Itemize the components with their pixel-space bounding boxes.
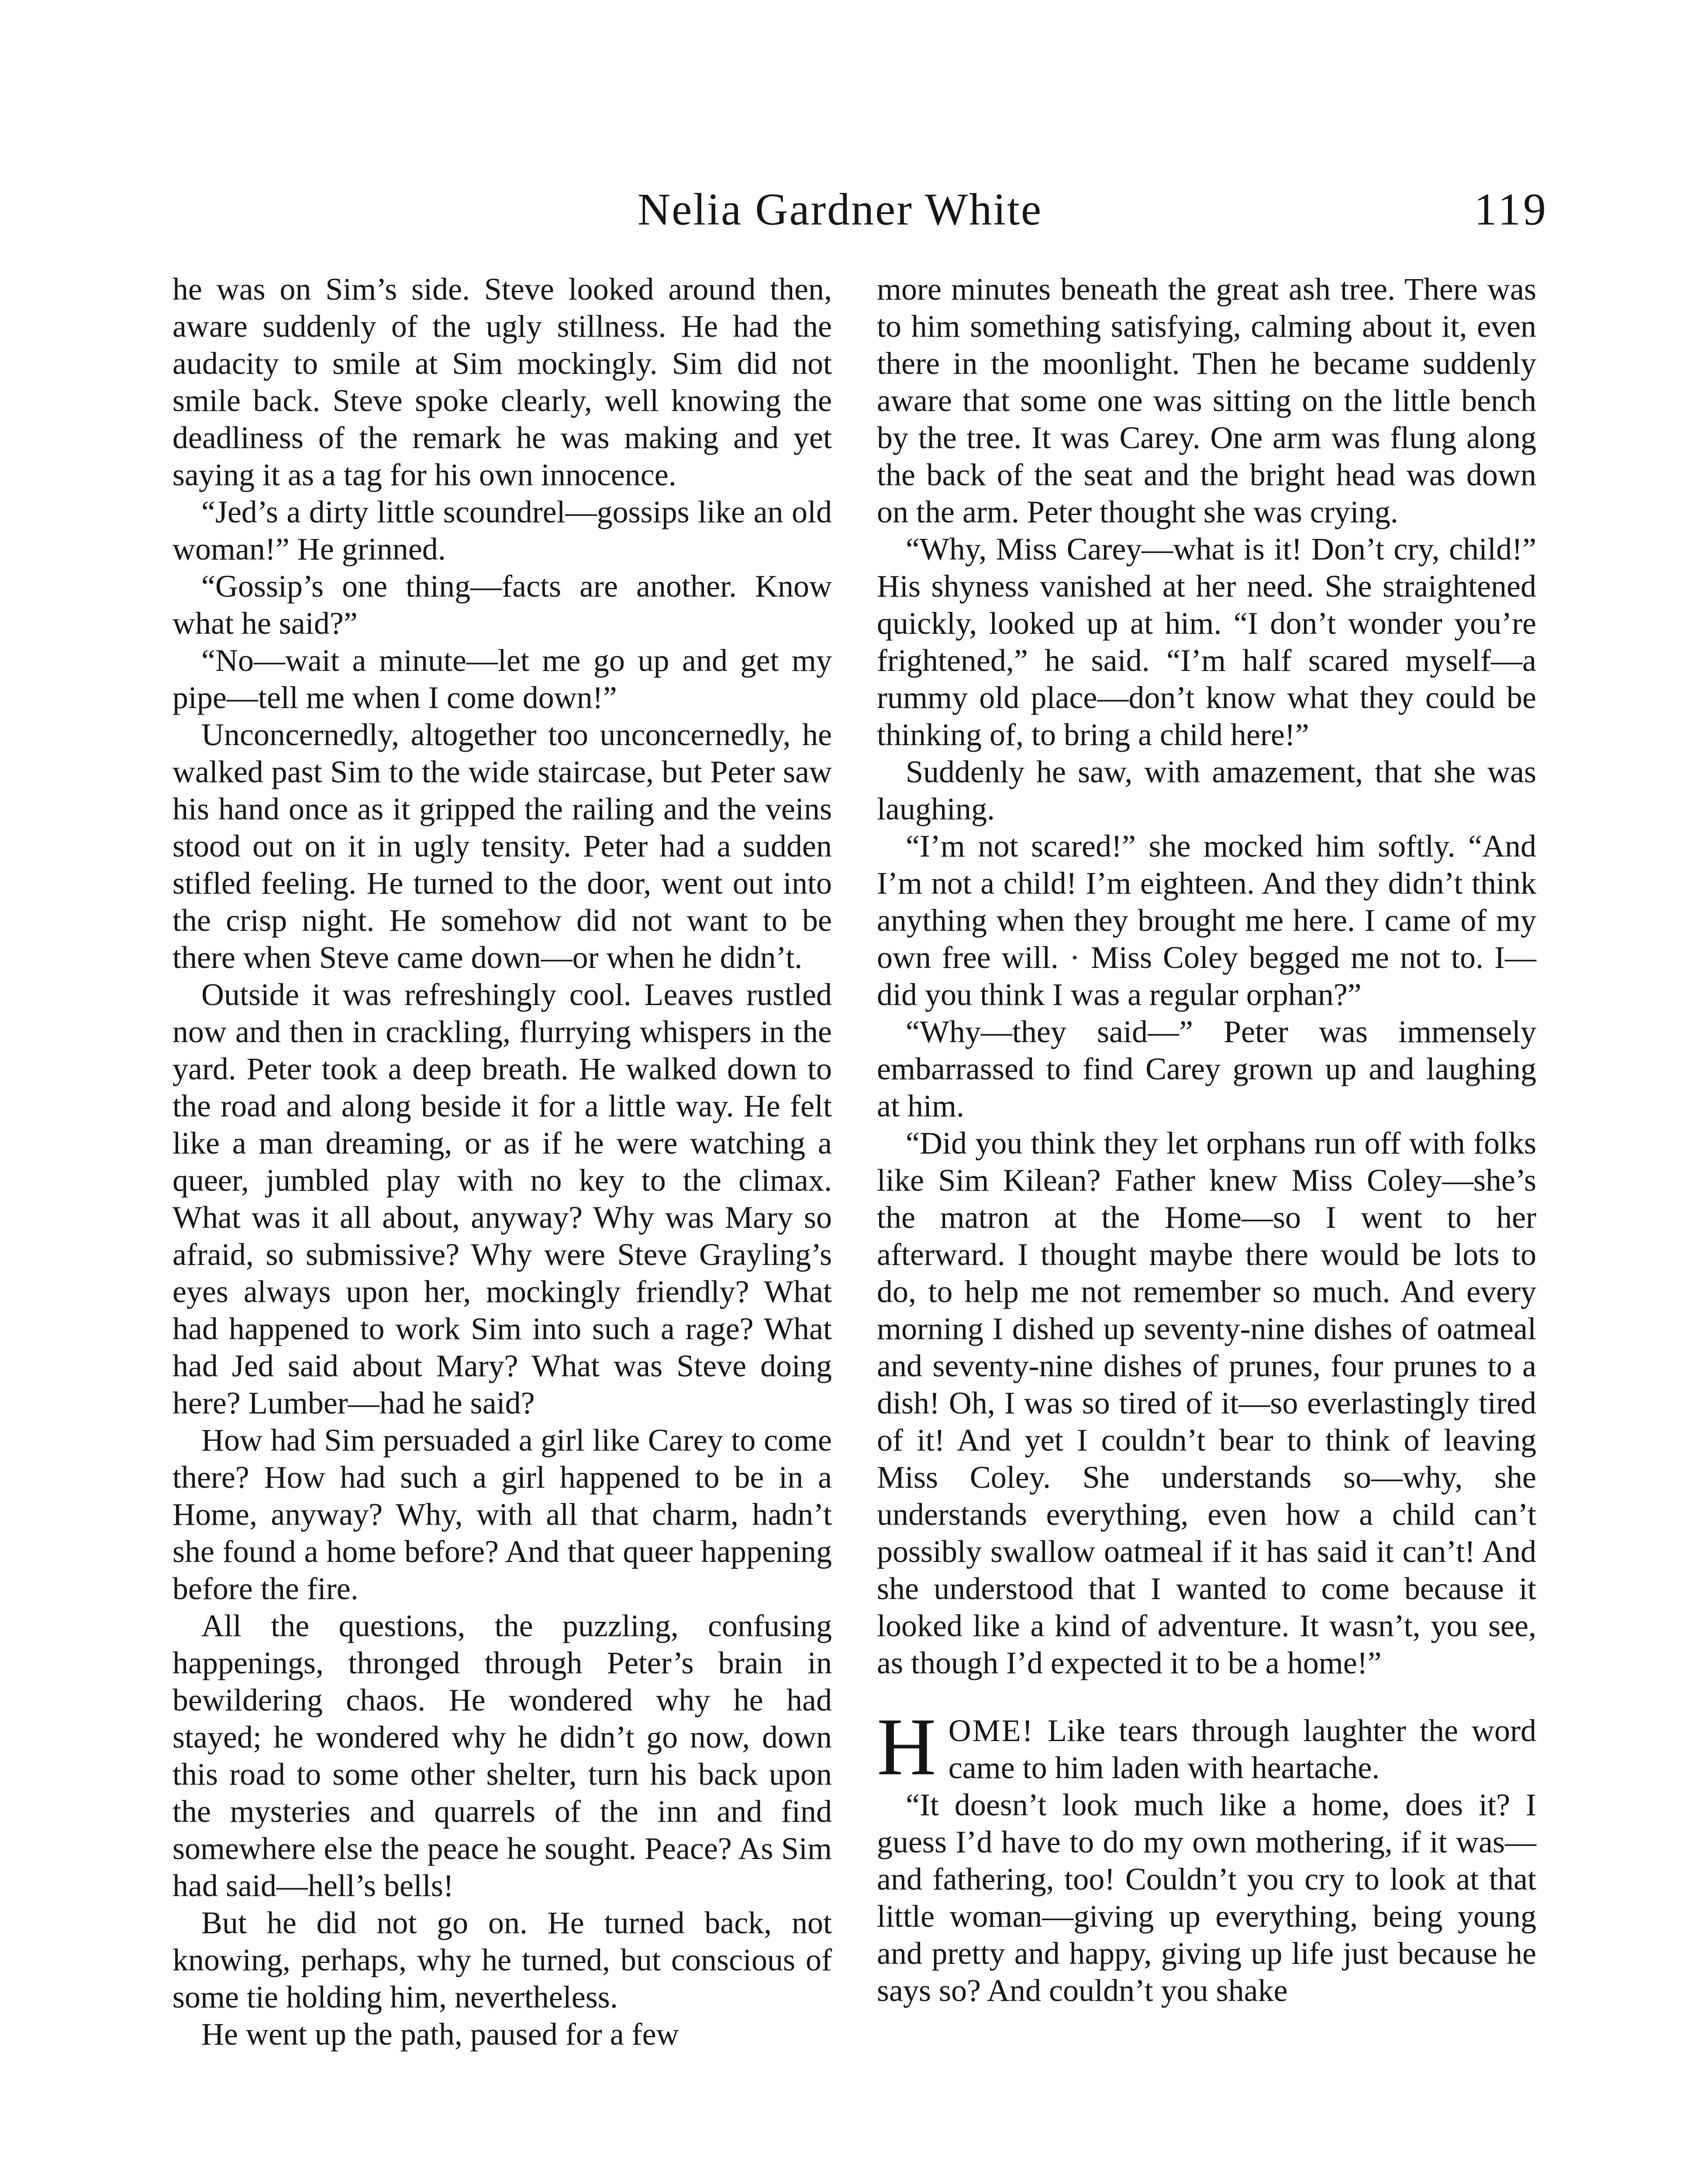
paragraph: more minutes beneath the great ash tree. There was to him something satisfying, calming about it, even there in the moonlight. Then he became suddenly aware that some one was sitting on the little bench by the tree. It was Carey. One arm was flung along the back of the seat and the bright head was down on the arm. Peter thought she was crying. bbox=[877, 272, 1536, 529]
section-opening-caps: OME! bbox=[948, 1713, 1034, 1748]
section-opening-paragraph bbox=[877, 1701, 1536, 1792]
paragraph: “Gossip’s one thing—facts are another. Know what he said?” bbox=[172, 569, 832, 641]
paragraph: He went up the path, paused for a few bbox=[201, 2017, 679, 2052]
paragraph: “It doesn’t look much like a home, does it? I guess I’d have to do my own mothering, if it was—and fathering, too! Couldn’t you cry to look at that little woman—giving up everything, being young and pretty and happy, giving up life just because he says so? And couldn’t you shake bbox=[877, 1787, 1536, 2008]
left-column bbox=[172, 271, 832, 2053]
right-column bbox=[877, 271, 1536, 2009]
paragraph: But he did not go on. He turned back, not knowing, perhaps, why he turned, but conscious of some tie holding him, nevertheless. bbox=[172, 1905, 832, 2015]
paragraph: All the questions, the puzzling, confusing happenings, thronged through Peter’s brain in bewildering chaos. He wondered why he had stayed; he wondered why he didn’t go now, down this road to some other shelter, turn his back upon the mysteries and quarrels of the inn and find somewhere else the peace he sought. Peace? As Sim had said—hell’s bells! bbox=[172, 1608, 832, 1903]
paragraph: “Why, Miss Carey—what is it! Don’t cry, child!” His shyness vanished at her need. She straightened quickly, looked up at him. “I don’t wonder you’re frightened,” he said. “I’m half scared myself—a rummy old place—don’t know what they could be thinking of, to bring a child here!” bbox=[877, 532, 1536, 752]
paragraph: “Did you think they let orphans run off with folks like Sim Kilean? Father knew Miss Coley—she’s the matron at the Home—so I went to her afterward. I thought maybe there would be lots to do, to help me not remember so much. And every morning I dished up seventy-nine dishes of oatmeal and seventy-nine dishes of prunes, four prunes to a dish! Oh, I was so tired of it—so everlastingly tired of it! And yet I couldn’t bear to think of leaving Miss Coley. She understands so—why, she understands everything, even how a child can’t possibly swallow oatmeal if it has said it can’t! And she understood that I wanted to come because it looked like a kind of adventure. It wasn’t, you see, as though I’d expected it to be a home!” bbox=[877, 1126, 1536, 1680]
paragraph: How had Sim persuaded a girl like Carey to come there? How had such a girl happened to be in a Home, anyway? Why, with all that charm, hadn’t she found a home before? And that queer happening before the fire. bbox=[172, 1423, 832, 1606]
paragraph: he was on Sim’s side. Steve looked around then, aware suddenly of the ugly stillness. He had the audacity to smile at Sim mockingly. Sim did not smile back. Steve spoke clearly, well knowing the deadliness of the remark he was making and yet saying it as a tag for his own innocence. bbox=[172, 272, 832, 492]
paragraph: Suddenly he saw, with amazement, that she was laughing. bbox=[877, 754, 1536, 826]
paragraph: “Jed’s a dirty little scoundrel—gossips like an old woman!” He grinned. bbox=[172, 494, 832, 567]
running-head: Nelia Gardner White bbox=[638, 184, 1043, 235]
drop-cap: H bbox=[877, 1701, 937, 1792]
page-header bbox=[0, 179, 1697, 240]
paragraph: “I’m not scared!” she mocked him softly. “And I’m not a child! I’m eighteen. And they didn’t think anything when they brought me here. I came of my own free will. · Miss Coley begged me not to. I—did you think I was a regular orphan?” bbox=[877, 829, 1536, 1012]
paragraph: “Why—they said—” Peter was immensely embarrassed to find Carey grown up and laughing at him. bbox=[877, 1014, 1536, 1123]
paragraph: “No—wait a minute—let me go up and get my pipe—tell me when I come down!” bbox=[172, 643, 832, 715]
section-opening-text: Like tears through laughter the word came to him laden with heartache. bbox=[948, 1713, 1536, 1785]
paragraph: Unconcernedly, altogether too unconcernedly, he walked past Sim to the wide staircase, but Peter saw his hand once as it gripped the railing and the veins stood out on it in ugly tensity. Peter had a sudden stifled feeling. He turned to the door, went out into the crisp night. He somehow did not want to be there when Steve came down—or when he didn’t. bbox=[172, 717, 832, 975]
paragraph: Outside it was refreshingly cool. Leaves rustled now and then in crackling, flurrying whispers in the yard. Peter took a deep breath. He walked down to the road and along beside it for a little way. He felt like a man dreaming, or as if he were watching a queer, jumbled play with no key to the climax. What was it all about, anyway? Why was Mary so afraid, so submissive? Why were Steve Grayling’s eyes always upon her, mockingly friendly? What had happened to work Sim into such a rage? What had Jed said about Mary? What was Steve doing here? Lumber—had he said? bbox=[172, 977, 832, 1420]
page-number: 119 bbox=[1474, 184, 1549, 235]
